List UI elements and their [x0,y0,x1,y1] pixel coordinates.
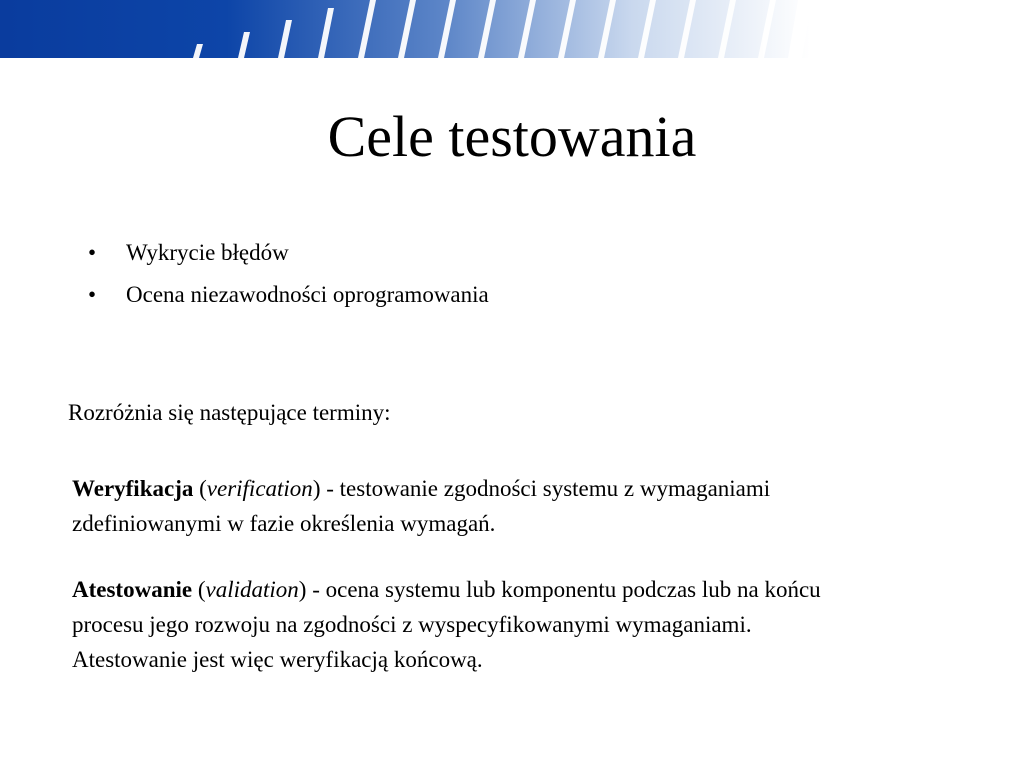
verification-line-2: zdefiniowanymi w fazie określenia wymagań. [72,511,496,536]
bullet-icon: • [88,282,97,307]
validation-definition [72,572,1012,677]
verification-description: - testowanie zgodności systemu z wymaganiami [320,476,771,501]
validation-line-1 [72,572,1012,607]
verification-definition [72,471,1012,541]
goals-bullet-list [88,238,489,322]
validation-paren-close: ) [298,577,307,602]
verification-english-term: verification [206,476,313,501]
banner-stripes-graphic [0,0,1024,62]
bullet-icon: • [88,240,97,265]
bullet-item [88,280,489,322]
bullet-text: Wykrycie błędów [126,240,289,265]
validation-line-2: procesu jego rozwoju na zgodności z wyspecyfikowanymi wymaganiami. [72,612,752,637]
slide-title: Cele testowania [327,104,697,169]
bullet-item [88,238,489,280]
verification-paren-close: ) [312,476,321,501]
validation-english-term: validation [205,577,299,602]
validation-paren-open: ( [192,577,206,602]
validation-term: Atestowanie [72,577,193,602]
validation-line-3: Atestowanie jest więc weryfikacją końcową. [72,647,483,672]
validation-description: - ocena systemu lub komponentu podczas lub na końcu [306,577,821,602]
verification-line-1 [72,471,1012,506]
terms-intro: Rozróżnia się następujące terminy: [68,400,391,425]
verification-paren-open: ( [193,476,207,501]
verification-term: Weryfikacja [72,476,194,501]
header-banner [0,0,1024,62]
bullet-text: Ocena niezawodności oprogramowania [126,282,489,307]
